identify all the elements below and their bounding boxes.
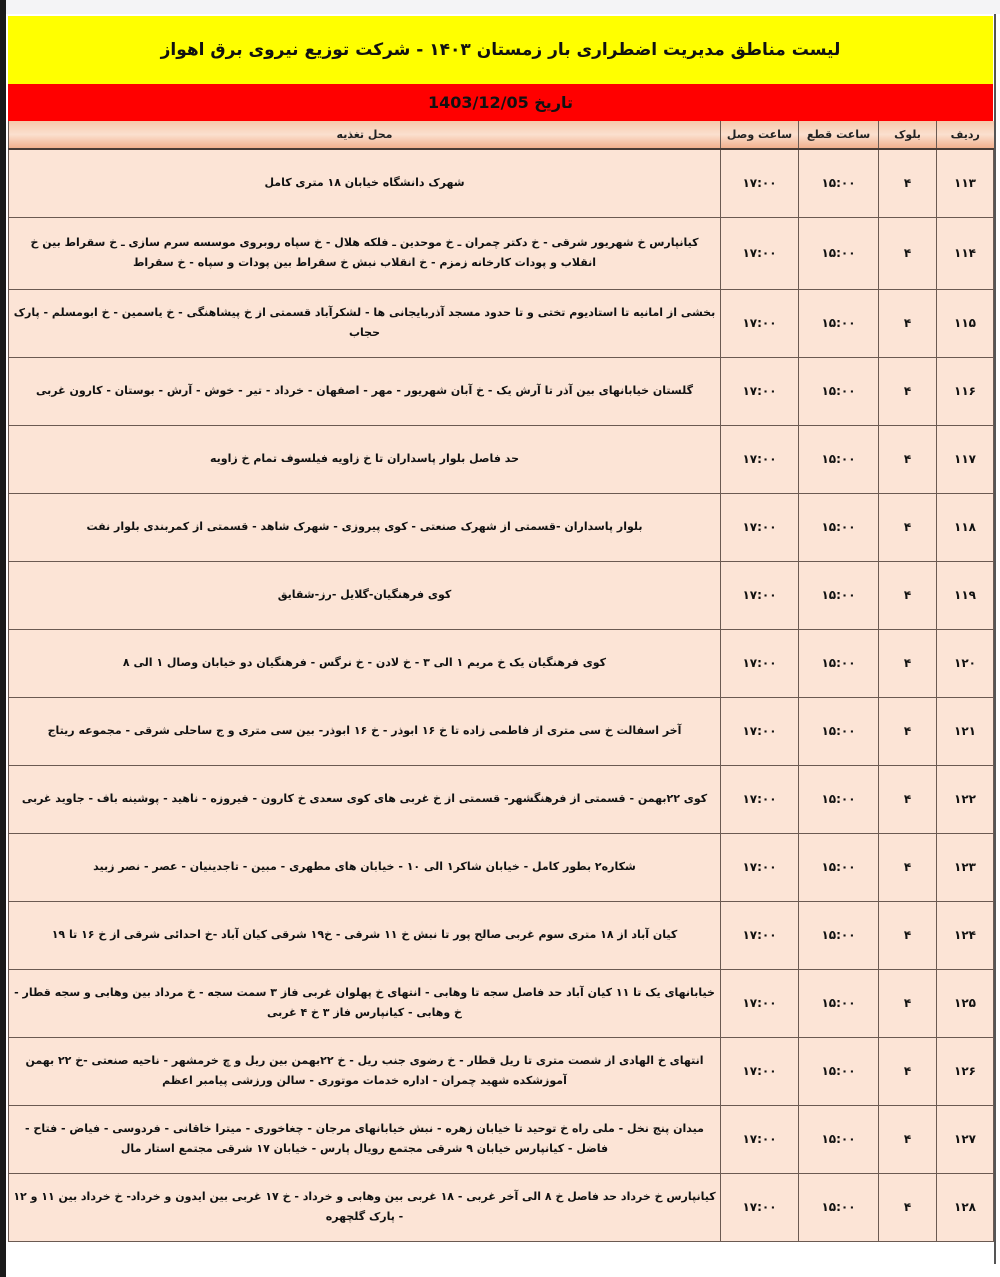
row-number: ۱۱۳ — [937, 149, 994, 217]
block-number: ۴ — [879, 149, 937, 217]
outage-table — [8, 121, 994, 1242]
block-number: ۴ — [879, 357, 937, 425]
location-text: کوی فرهنگیان یک خ مریم ۱ الی ۳ - خ لادن - خ نرگس - فرهنگیان دو خیابان وصال ۱ الی ۸ — [9, 629, 721, 697]
row-number: ۱۲۳ — [937, 833, 994, 901]
column-header-block: بلوک — [879, 121, 937, 149]
cut-time: ۱۵:۰۰ — [799, 561, 879, 629]
block-number: ۴ — [879, 217, 937, 289]
reconnect-time: ۱۷:۰۰ — [721, 493, 799, 561]
location-text: کیانپارس خ خرداد حد فاصل خ ۸ الی آخر غربی - ۱۸ غربی بین وهابی و خرداد - خ ۱۷ غربی بین ایدون و خرداد- خ خرداد بین ۱۱ و ۱۲ - پارک گلچهره — [9, 1173, 721, 1241]
row-number: ۱۱۶ — [937, 357, 994, 425]
table-row — [9, 833, 994, 901]
cut-time: ۱۵:۰۰ — [799, 833, 879, 901]
block-number: ۴ — [879, 289, 937, 357]
table-row — [9, 425, 994, 493]
reconnect-time: ۱۷:۰۰ — [721, 1173, 799, 1241]
location-text: کوی ۲۲بهمن - قسمتی از فرهنگشهر- قسمتی از خ غربی های کوی سعدی خ کارون - فیروزه - ناهید - پوشینه باف - جاوید غربی — [9, 765, 721, 833]
cut-time: ۱۵:۰۰ — [799, 697, 879, 765]
location-text: انتهای خ الهادی از شصت متری تا ریل قطار - خ رضوی جنب ریل - خ ۲۲بهمن بین ریل و چ خرمشهر - ناحیه صنعتی -خ ۲۲ بهمن آموزشکده شهید چمران - اداره خدمات موتوری - سالن ورزشی پیامبر اعظم — [9, 1037, 721, 1105]
location-text: کیانپارس خ شهریور شرقی - خ دکتر چمران ـ خ موحدین ـ فلکه هلال - خ سپاه روبروی موسسه سرم سازی ـ خ سقراط بین خ انقلاب و پودات کارخانه زمزم - خ انقلاب نبش خ سقراط بین پودات و سپاه - خ سقراط — [9, 217, 721, 289]
location-text: آخر اسفالت خ سی متری از فاطمی زاده تا خ ۱۶ ابوذر - خ ۱۶ ابوذر- بین سی متری و ج ساحلی شرقی - مجموعه ریتاج — [9, 697, 721, 765]
location-text: کیان آباد از ۱۸ متری سوم غربی صالح پور تا نبش خ ۱۱ شرقی - خ۱۹ شرقی کیان آباد -خ احدائی شرقی از خ ۱۶ تا ۱۹ — [9, 901, 721, 969]
block-number: ۴ — [879, 425, 937, 493]
row-number: ۱۲۸ — [937, 1173, 994, 1241]
cut-time: ۱۵:۰۰ — [799, 969, 879, 1037]
table-row — [9, 1173, 994, 1241]
table-row — [9, 697, 994, 765]
cut-time: ۱۵:۰۰ — [799, 901, 879, 969]
reconnect-time: ۱۷:۰۰ — [721, 969, 799, 1037]
column-header-cut-time: ساعت قطع — [799, 121, 879, 149]
reconnect-time: ۱۷:۰۰ — [721, 833, 799, 901]
block-number: ۴ — [879, 629, 937, 697]
column-header-row-number: ردیف — [937, 121, 994, 149]
table-row — [9, 901, 994, 969]
row-number: ۱۲۰ — [937, 629, 994, 697]
row-number: ۱۲۱ — [937, 697, 994, 765]
block-number: ۴ — [879, 901, 937, 969]
row-number: ۱۲۵ — [937, 969, 994, 1037]
left-edge-bar — [0, 0, 6, 1277]
row-number: ۱۱۸ — [937, 493, 994, 561]
row-number: ۱۲۶ — [937, 1037, 994, 1105]
date-banner: تاریخ 1403/12/05 — [8, 84, 993, 121]
table-row — [9, 493, 994, 561]
location-text: بخشی از امانیه تا استادیوم تختی و تا حدود مسجد آذربایجانی ها - لشکرآباد قسمتی از خ پیشاهنگی - خ یاسمین - خ ابومسلم - پارک حجاب — [9, 289, 721, 357]
table-row — [9, 1105, 994, 1173]
column-header-location: محل تغذیه — [9, 121, 721, 149]
reconnect-time: ۱۷:۰۰ — [721, 629, 799, 697]
location-text: شهرک دانشگاه خیابان ۱۸ متری کامل — [9, 149, 721, 217]
location-text: گلستان خیابانهای بین آذر تا آرش یک - خ آبان شهریور - مهر - اصفهان - خرداد - تیر - خوش - آرش - بوستان - کارون غربی — [9, 357, 721, 425]
cut-time: ۱۵:۰۰ — [799, 1173, 879, 1241]
table-row — [9, 629, 994, 697]
top-strip — [6, 0, 1000, 14]
block-number: ۴ — [879, 561, 937, 629]
location-text: شکاره۲ بطور کامل - خیابان شاکر۱ الی ۱۰ - خیابان های مطهری - مبین - تاجدینیان - عصر - نصر زبید — [9, 833, 721, 901]
table-row — [9, 561, 994, 629]
table-header-row — [9, 121, 994, 149]
cut-time: ۱۵:۰۰ — [799, 149, 879, 217]
block-number: ۴ — [879, 1173, 937, 1241]
reconnect-time: ۱۷:۰۰ — [721, 561, 799, 629]
right-edge-bar — [994, 14, 996, 1264]
reconnect-time: ۱۷:۰۰ — [721, 149, 799, 217]
page-title: لیست مناطق مدیریت اضطراری بار زمستان ۱۴۰۳ - شرکت توزیع نیروی برق اهواز — [8, 16, 993, 84]
table-row — [9, 217, 994, 289]
location-text: کوی فرهنگیان-گلایل -رز-شقایق — [9, 561, 721, 629]
reconnect-time: ۱۷:۰۰ — [721, 901, 799, 969]
table-row — [9, 149, 994, 217]
block-number: ۴ — [879, 1105, 937, 1173]
cut-time: ۱۵:۰۰ — [799, 289, 879, 357]
reconnect-time: ۱۷:۰۰ — [721, 697, 799, 765]
block-number: ۴ — [879, 1037, 937, 1105]
outage-schedule-sheet — [8, 16, 993, 1242]
cut-time: ۱۵:۰۰ — [799, 217, 879, 289]
location-text: حد فاصل بلوار پاسداران تا خ زاویه فیلسوف تمام خ زاویه — [9, 425, 721, 493]
cut-time: ۱۵:۰۰ — [799, 425, 879, 493]
cut-time: ۱۵:۰۰ — [799, 1037, 879, 1105]
row-number: ۱۱۴ — [937, 217, 994, 289]
cut-time: ۱۵:۰۰ — [799, 1105, 879, 1173]
reconnect-time: ۱۷:۰۰ — [721, 357, 799, 425]
reconnect-time: ۱۷:۰۰ — [721, 1037, 799, 1105]
block-number: ۴ — [879, 697, 937, 765]
location-text: میدان پنج نخل - ملی راه خ توحید تا خیابان زهره - نبش خیابانهای مرجان - چغاخوری - میترا خاقانی - فردوسی - فیاض - فتاح - فاضل - کیانپارس خیابان ۹ شرقی مجتمع رویال پارس - خیابان ۱۷ شرقی مجتمع استار مال — [9, 1105, 721, 1173]
table-row — [9, 765, 994, 833]
row-number: ۱۲۷ — [937, 1105, 994, 1173]
row-number: ۱۱۷ — [937, 425, 994, 493]
row-number: ۱۱۵ — [937, 289, 994, 357]
row-number: ۱۲۲ — [937, 765, 994, 833]
cut-time: ۱۵:۰۰ — [799, 357, 879, 425]
location-text: خیابانهای یک تا ۱۱ کیان آباد حد فاصل سجه تا وهابی - انتهای خ پهلوان غربی فاز ۳ سمت سجه - خ مرداد بین وهابی و سجه قطار - خ وهابی - کیانپارس فاز ۳ خ ۴ غربی — [9, 969, 721, 1037]
block-number: ۴ — [879, 833, 937, 901]
block-number: ۴ — [879, 493, 937, 561]
table-row — [9, 969, 994, 1037]
table-row — [9, 289, 994, 357]
reconnect-time: ۱۷:۰۰ — [721, 289, 799, 357]
reconnect-time: ۱۷:۰۰ — [721, 1105, 799, 1173]
reconnect-time: ۱۷:۰۰ — [721, 217, 799, 289]
row-number: ۱۲۴ — [937, 901, 994, 969]
reconnect-time: ۱۷:۰۰ — [721, 765, 799, 833]
column-header-reconnect-time: ساعت وصل — [721, 121, 799, 149]
cut-time: ۱۵:۰۰ — [799, 493, 879, 561]
cut-time: ۱۵:۰۰ — [799, 765, 879, 833]
table-row — [9, 357, 994, 425]
location-text: بلوار پاسداران -قسمتی از شهرک صنعتی - کوی پیروزی - شهرک شاهد - قسمتی از کمربندی بلوار نفت — [9, 493, 721, 561]
cut-time: ۱۵:۰۰ — [799, 629, 879, 697]
row-number: ۱۱۹ — [937, 561, 994, 629]
table-row — [9, 1037, 994, 1105]
reconnect-time: ۱۷:۰۰ — [721, 425, 799, 493]
block-number: ۴ — [879, 765, 937, 833]
block-number: ۴ — [879, 969, 937, 1037]
